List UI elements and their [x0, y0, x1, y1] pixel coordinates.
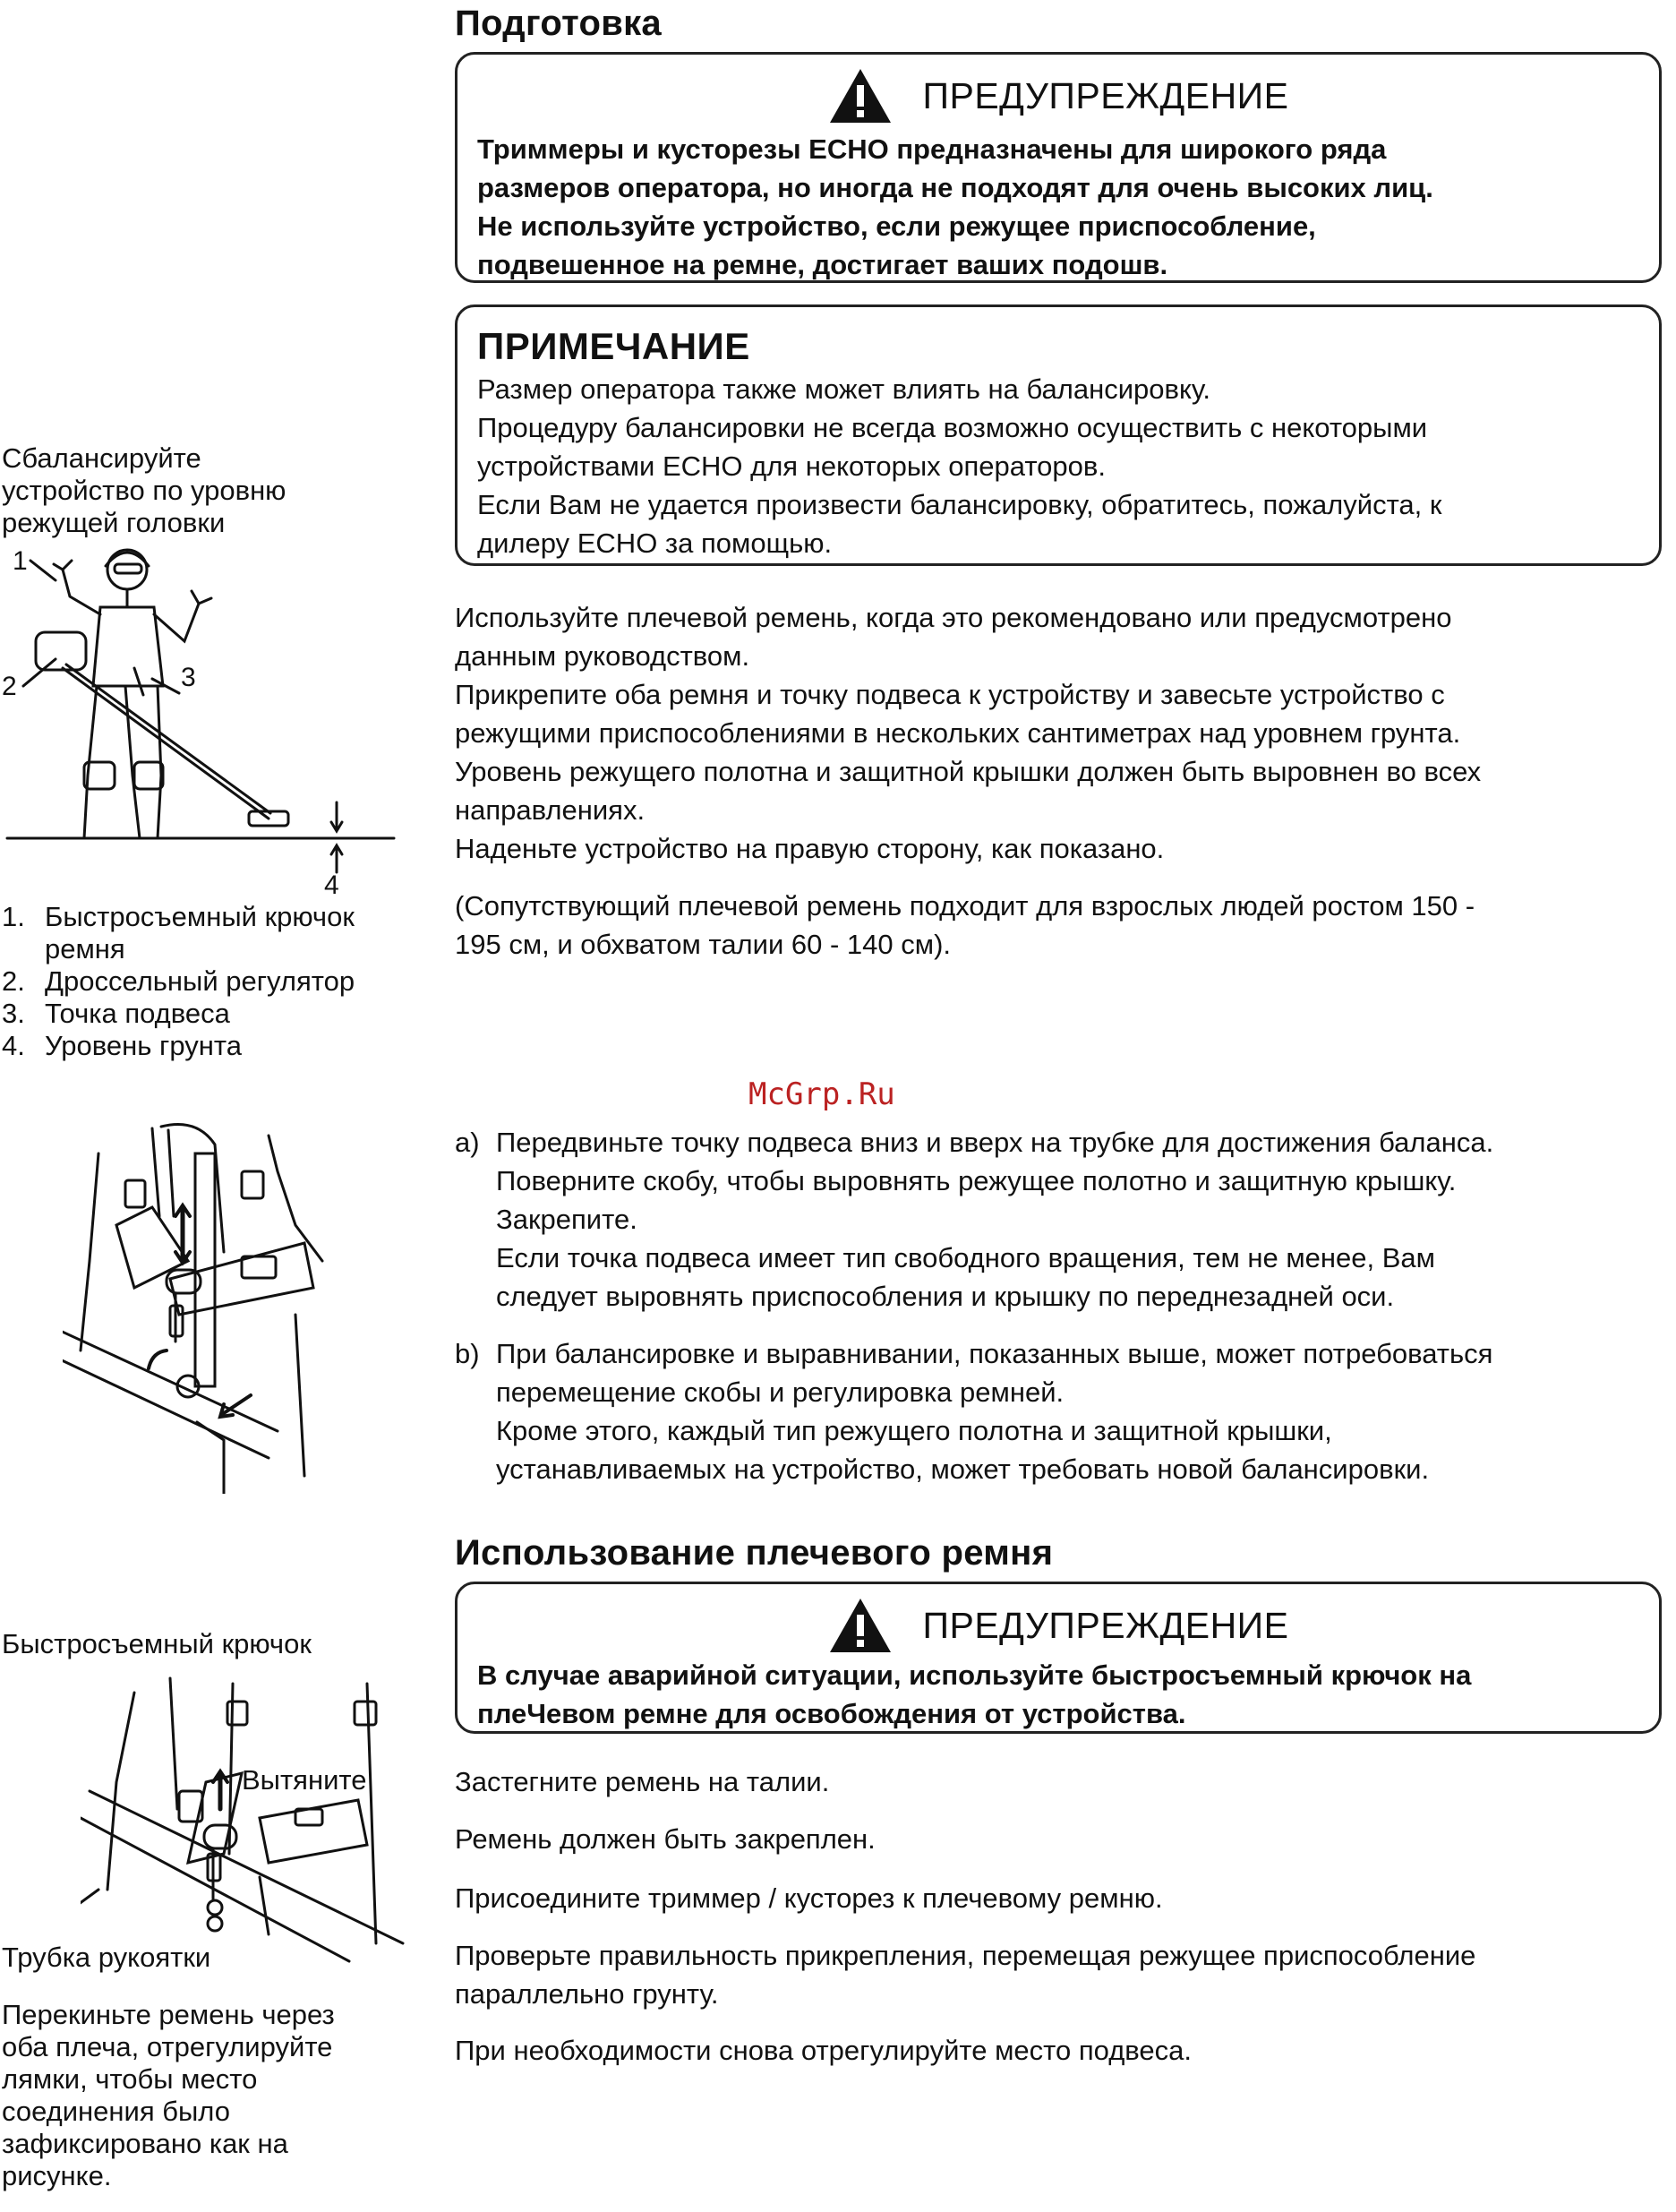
tube-label: Трубка рукоятки: [2, 1942, 211, 1973]
body-line: Наденьте устройство на правую сторону, как показано.: [455, 833, 1165, 864]
legend-text: Дроссельный регулятор: [45, 965, 355, 997]
instruction-para: [455, 1936, 1475, 2013]
step-line: перемещение скобы и регулировка ремней.: [496, 1376, 1065, 1408]
caption-line: лямки, чтобы место: [2, 2063, 258, 2095]
legend-num: 4.: [2, 1030, 25, 1061]
step-b: [455, 1334, 1492, 1488]
step-a: [455, 1123, 1493, 1316]
warning-triangle-icon: [828, 67, 893, 124]
legend-item: [2, 901, 355, 933]
instruction-para: Застегните ремень на талии.: [455, 1766, 830, 1797]
legend-text: ремня: [45, 933, 125, 965]
para-line: параллельно грунту.: [455, 1978, 719, 2010]
step-line: устанавливаемых на устройство, может требовать новой балансировки.: [496, 1453, 1430, 1485]
body-line: Прикрепите оба ремня и точку подвеса к устройству и завесьте устройство с: [455, 679, 1445, 710]
callout-3: 3: [181, 663, 196, 692]
section-title-preparation: Подготовка: [455, 4, 662, 43]
step-marker: b): [455, 1338, 480, 1369]
legend-num: 3.: [2, 998, 25, 1029]
pull-label: Вытяните: [242, 1764, 367, 1796]
note-box: [455, 304, 1662, 566]
callout-2: 2: [2, 672, 17, 701]
operator-balance-illustration: [0, 534, 412, 910]
body-line: направлениях.: [455, 794, 646, 826]
note-line: устройствами ECHO для некоторых операторов.: [477, 450, 1106, 482]
warning-line: подвешенное на ремне, достигает ваших подошв.: [477, 249, 1168, 280]
warning-triangle-icon: [828, 1597, 893, 1654]
legend-num: [2, 933, 45, 965]
body-line: 195 см, и обхватом талии 60 - 140 см).: [455, 929, 952, 960]
note-line: дилеру ECHO за помощью.: [477, 527, 833, 559]
warning-title: ПРЕДУПРЕЖДЕНИЕ: [922, 74, 1289, 116]
legend-item: [2, 965, 355, 998]
warning-box-2: [455, 1582, 1662, 1734]
caption-line: оба плеча, отрегулируйте: [2, 2031, 333, 2062]
note-title: ПРИМЕЧАНИЕ: [477, 325, 750, 367]
note-line: Если Вам не удается произвести балансировку, обратитесь, пожалуйста, к: [477, 489, 1442, 520]
hook-label: Быстросъемный крючок: [2, 1628, 312, 1659]
legend-text: Быстросъемный крючок: [45, 901, 355, 932]
warning-box: [455, 52, 1662, 283]
shoulder-strap-illustration: [81, 1675, 421, 1970]
warning-line: Не используйте устройство, если режущее приспособление,: [477, 210, 1316, 242]
warning-title: ПРЕДУПРЕЖДЕНИЕ: [922, 1604, 1289, 1646]
suspension-point-illustration: [63, 1118, 331, 1494]
instruction-para: Присоедините триммер / кусторез к плечевому ремню.: [455, 1882, 1163, 1914]
body-text-block: [455, 598, 1481, 868]
note-line: Размер оператора также может влиять на балансировку.: [477, 373, 1210, 405]
warning-header: [457, 67, 1659, 124]
legend-item: [2, 998, 355, 1030]
watermark: McGrp.Ru: [748, 1076, 895, 1112]
step-line: Закрепите.: [496, 1204, 637, 1235]
step-line: Поверните скобу, чтобы выровнять режущее полотно и защитную крышку.: [496, 1165, 1457, 1196]
step-line: Кроме этого, каждый тип режущего полотна и защитной крышки,: [496, 1415, 1332, 1446]
warning-line: размеров оператора, но иногда не подходят для очень высоких лиц.: [477, 172, 1433, 203]
caption-line: зафиксировано как на: [2, 2128, 288, 2159]
legend-num: 2.: [2, 965, 25, 997]
strap-size-text: [455, 887, 1475, 964]
legend-item: [2, 933, 355, 965]
warning-header: [457, 1597, 1659, 1654]
caption-line: Перекиньте ремень через: [2, 1999, 335, 2030]
legend-num: 1.: [2, 901, 25, 932]
body-line: Используйте плечевой ремень, когда это рекомендовано или предусмотрено: [455, 602, 1452, 633]
body-line: данным руководством.: [455, 640, 750, 672]
figure1-legend: [2, 901, 355, 1062]
caption-line: Сбалансируйте: [2, 442, 201, 474]
instruction-para: Ремень должен быть закреплен.: [455, 1823, 876, 1855]
warning-line: плеЧевом ремне для освобождения от устройства.: [477, 1698, 1186, 1729]
step-line: следует выровнять приспособления и крышку по переднезадней оси.: [496, 1281, 1395, 1312]
step-line: Передвиньте точку подвеса вниз и вверх на трубке для достижения баланса.: [496, 1127, 1494, 1158]
instruction-para: При необходимости снова отрегулируйте место подвеса.: [455, 2035, 1192, 2066]
step-line: При балансировке и выравнивании, показанных выше, может потребоваться: [496, 1338, 1493, 1369]
caption-line: устройство по уровню: [2, 475, 286, 506]
figure1-caption: [2, 442, 286, 539]
para-line: Проверьте правильность прикрепления, перемещая режущее приспособление: [455, 1940, 1476, 1971]
caption-line: режущей головки: [2, 507, 226, 538]
body-line: Уровень режущего полотна и защитной крышки должен быть выровнен во всех: [455, 756, 1482, 787]
step-line: Если точка подвеса имеет тип свободного вращения, тем не менее, Вам: [496, 1242, 1435, 1273]
callout-4: 4: [324, 870, 339, 900]
callout-1: 1: [13, 546, 28, 576]
body-line: (Сопутствующий плечевой ремень подходит для взрослых людей ростом 150 -: [455, 890, 1475, 922]
step-marker: a): [455, 1127, 480, 1158]
warning-line: В случае аварийной ситуации, используйте быстросъемный крючок на: [477, 1659, 1472, 1691]
legend-text: Точка подвеса: [45, 998, 230, 1029]
caption-line: рисунке.: [2, 2160, 112, 2191]
figure3-caption: [2, 1999, 335, 2192]
legend-item: [2, 1030, 355, 1062]
note-line: Процедуру балансировки не всегда возможно осуществить с некоторыми: [477, 412, 1428, 443]
caption-line: соединения было: [2, 2096, 230, 2127]
body-line: режущими приспособлениями в нескольких сантиметрах над уровнем грунта.: [455, 717, 1461, 749]
warning-line: Триммеры и кусторезы ECHO предназначены для широкого ряда: [477, 133, 1387, 165]
section-title-shoulder-strap: Использование плечевого ремня: [455, 1533, 1054, 1573]
legend-text: Уровень грунта: [45, 1030, 242, 1061]
